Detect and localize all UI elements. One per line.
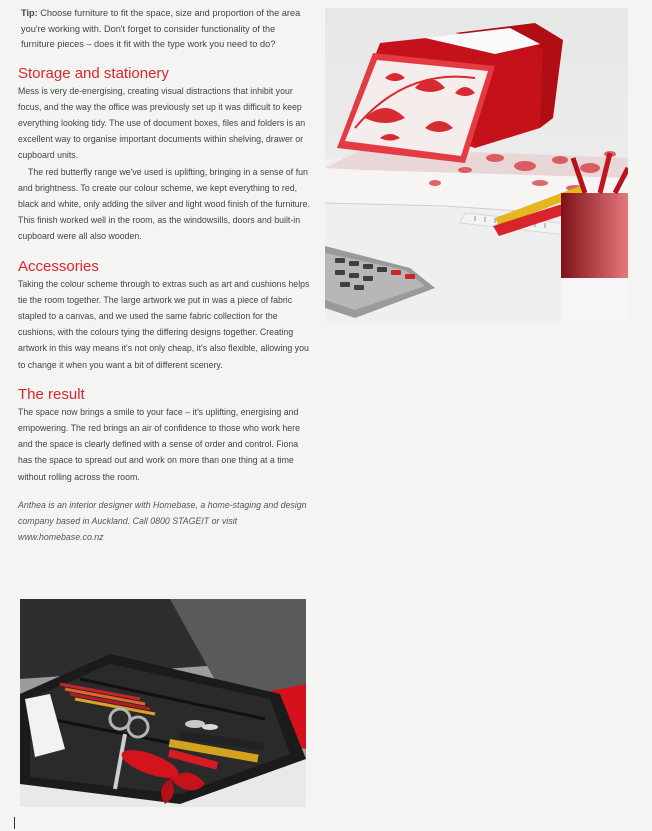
section-heading-result: The result xyxy=(18,385,85,403)
storage-paragraph-2: The red butterfly range we've used is uplifting, bringing in a sense of fun and brightness. To create our colour scheme, we kept everything to red, black and white, only adding the silver and light wood finish of the furniture. This finish worked well in the room, as the windowsills, doors and built-in cupboard were all also wooden. xyxy=(18,166,310,242)
page-crop-mark xyxy=(14,817,15,829)
desk-organiser-photo xyxy=(20,599,306,807)
article-column xyxy=(18,6,310,545)
stationery-photo xyxy=(325,8,628,322)
section-heading-storage: Storage and stationery xyxy=(18,64,169,82)
stationery-photo-illustration xyxy=(325,8,628,322)
author-credit: Anthea is an interior designer with Homebase, a home-staging and design company based in Auckland. Call 0800 STAGEIT or visit www.homebase.co.nz xyxy=(18,499,307,542)
section-accessories xyxy=(18,258,310,373)
tip-label: Tip: xyxy=(21,8,38,18)
desk-organiser-illustration xyxy=(20,599,306,807)
section-heading-accessories: Accessories xyxy=(18,257,99,275)
section-storage xyxy=(18,65,310,245)
result-paragraph: The space now brings a smile to your face – it's uplifting, energising and empowering. The red brings an air of confidence to those who work here and the space is clearly defined with a sense of order and control. Fiona has the space to spread out and work on more than one thing at a time without rolling across the room. xyxy=(18,406,300,482)
storage-paragraph-1: Mess is very de-energising, creating visual distractions that inhibit your focus, and the way the office was previously set up it was difficult to keep everything looking tidy. The use of document boxes, files and folders is an excellent way to organise important documents within shelving, drawer or cupboard units. xyxy=(18,85,306,161)
tip-paragraph xyxy=(21,6,310,53)
accessories-paragraph: Taking the colour scheme through to extras such as art and cushions helps tie the room together. The large artwork we put in was a piece of fabric stapled to a canvas, and we used the same fabric collection for the cushions, with the colours tying the differing designs together. Creating artwork in this way means it's not only cheap, it's also flexible, allowing you to change it when you want a bit of different scenery. xyxy=(18,278,310,370)
section-result xyxy=(18,386,310,485)
tip-text: Choose furniture to fit the space, size and proportion of the area you're working with. Don't forget to consider functionality of the furniture pieces – does it fit with the type work you need to do? xyxy=(21,8,301,49)
